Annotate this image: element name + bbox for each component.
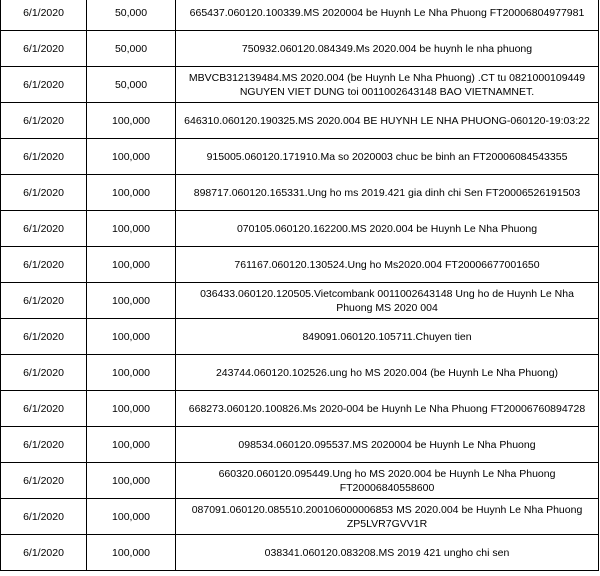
amount-cell: 100,000 bbox=[87, 175, 176, 211]
table-row bbox=[1, 139, 599, 175]
description-cell: 070105.060120.162200.MS 2020.004 be Huynh Le Nha Phuong bbox=[176, 211, 599, 247]
description-cell: 668273.060120.100826.Ms 2020-004 be Huynh Le Nha Phuong FT20006760894728 bbox=[176, 391, 599, 427]
description-cell: 750932.060120.084349.Ms 2020.004 be huynh le nha phuong bbox=[176, 31, 599, 67]
description-cell: 915005.060120.171910.Ma so 2020003 chuc be binh an FT20006084543355 bbox=[176, 139, 599, 175]
date-cell: 6/1/2020 bbox=[1, 139, 87, 175]
description-cell: 761167.060120.130524.Ung ho Ms2020.004 FT20006677001650 bbox=[176, 247, 599, 283]
date-cell: 6/1/2020 bbox=[1, 31, 87, 67]
amount-cell: 100,000 bbox=[87, 103, 176, 139]
table-row bbox=[1, 499, 599, 535]
table-row bbox=[1, 31, 599, 67]
table-row bbox=[1, 211, 599, 247]
amount-cell: 100,000 bbox=[87, 391, 176, 427]
date-cell: 6/1/2020 bbox=[1, 103, 87, 139]
description-cell: 898717.060120.165331.Ung ho ms 2019.421 gia dinh chi Sen FT20006526191503 bbox=[176, 175, 599, 211]
description-cell: MBVCB312139484.MS 2020.004 (be Huynh Le Nha Phuong) .CT tu 0821000109449 NGUYEN VIET DUNG toi 0011002643148 BAO VIETNAMNET. bbox=[176, 67, 599, 103]
date-cell: 6/1/2020 bbox=[1, 67, 87, 103]
amount-cell: 100,000 bbox=[87, 535, 176, 571]
description-cell: 038341.060120.083208.MS 2019 421 ungho chi sen bbox=[176, 535, 599, 571]
table-row bbox=[1, 319, 599, 355]
table-row bbox=[1, 247, 599, 283]
table-row bbox=[1, 103, 599, 139]
amount-cell: 50,000 bbox=[87, 31, 176, 67]
amount-cell: 100,000 bbox=[87, 499, 176, 535]
table-row bbox=[1, 0, 599, 31]
date-cell: 6/1/2020 bbox=[1, 391, 87, 427]
description-cell: 243744.060120.102526.ung ho MS 2020.004 (be Huynh Le Nha Phuong) bbox=[176, 355, 599, 391]
amount-cell: 100,000 bbox=[87, 319, 176, 355]
table-row bbox=[1, 175, 599, 211]
description-cell: 665437.060120.100339.MS 2020004 be Huynh Le Nha Phuong FT20006804977981 bbox=[176, 0, 599, 31]
table-row bbox=[1, 283, 599, 319]
table-row bbox=[1, 391, 599, 427]
date-cell: 6/1/2020 bbox=[1, 0, 87, 31]
description-cell: 036433.060120.120505.Vietcombank 0011002643148 Ung ho de Huynh Le Nha Phuong MS 2020 004 bbox=[176, 283, 599, 319]
date-cell: 6/1/2020 bbox=[1, 463, 87, 499]
amount-cell: 100,000 bbox=[87, 463, 176, 499]
description-cell: 849091.060120.105711.Chuyen tien bbox=[176, 319, 599, 355]
amount-cell: 100,000 bbox=[87, 427, 176, 463]
date-cell: 6/1/2020 bbox=[1, 247, 87, 283]
table-row bbox=[1, 355, 599, 391]
date-cell: 6/1/2020 bbox=[1, 283, 87, 319]
date-cell: 6/1/2020 bbox=[1, 319, 87, 355]
date-cell: 6/1/2020 bbox=[1, 427, 87, 463]
table-row bbox=[1, 535, 599, 571]
amount-cell: 100,000 bbox=[87, 355, 176, 391]
date-cell: 6/1/2020 bbox=[1, 499, 87, 535]
date-cell: 6/1/2020 bbox=[1, 535, 87, 571]
table-row bbox=[1, 67, 599, 103]
amount-cell: 50,000 bbox=[87, 67, 176, 103]
table-row bbox=[1, 427, 599, 463]
table-row bbox=[1, 463, 599, 499]
amount-cell: 50,000 bbox=[87, 0, 176, 31]
description-cell: 087091.060120.085510.200106000006853 MS 2020.004 be Huynh Le Nha Phuong ZP5LVR7GVV1R bbox=[176, 499, 599, 535]
amount-cell: 100,000 bbox=[87, 211, 176, 247]
description-cell: 660320.060120.095449.Ung ho MS 2020.004 be Huynh Le Nha Phuong FT20006840558600 bbox=[176, 463, 599, 499]
amount-cell: 100,000 bbox=[87, 283, 176, 319]
transactions-body bbox=[1, 0, 599, 571]
date-cell: 6/1/2020 bbox=[1, 355, 87, 391]
date-cell: 6/1/2020 bbox=[1, 175, 87, 211]
amount-cell: 100,000 bbox=[87, 247, 176, 283]
date-cell: 6/1/2020 bbox=[1, 211, 87, 247]
description-cell: 646310.060120.190325.MS 2020.004 BE HUYNH LE NHA PHUONG-060120-19:03:22 bbox=[176, 103, 599, 139]
amount-cell: 100,000 bbox=[87, 139, 176, 175]
description-cell: 098534.060120.095537.MS 2020004 be Huynh Le Nha Phuong bbox=[176, 427, 599, 463]
